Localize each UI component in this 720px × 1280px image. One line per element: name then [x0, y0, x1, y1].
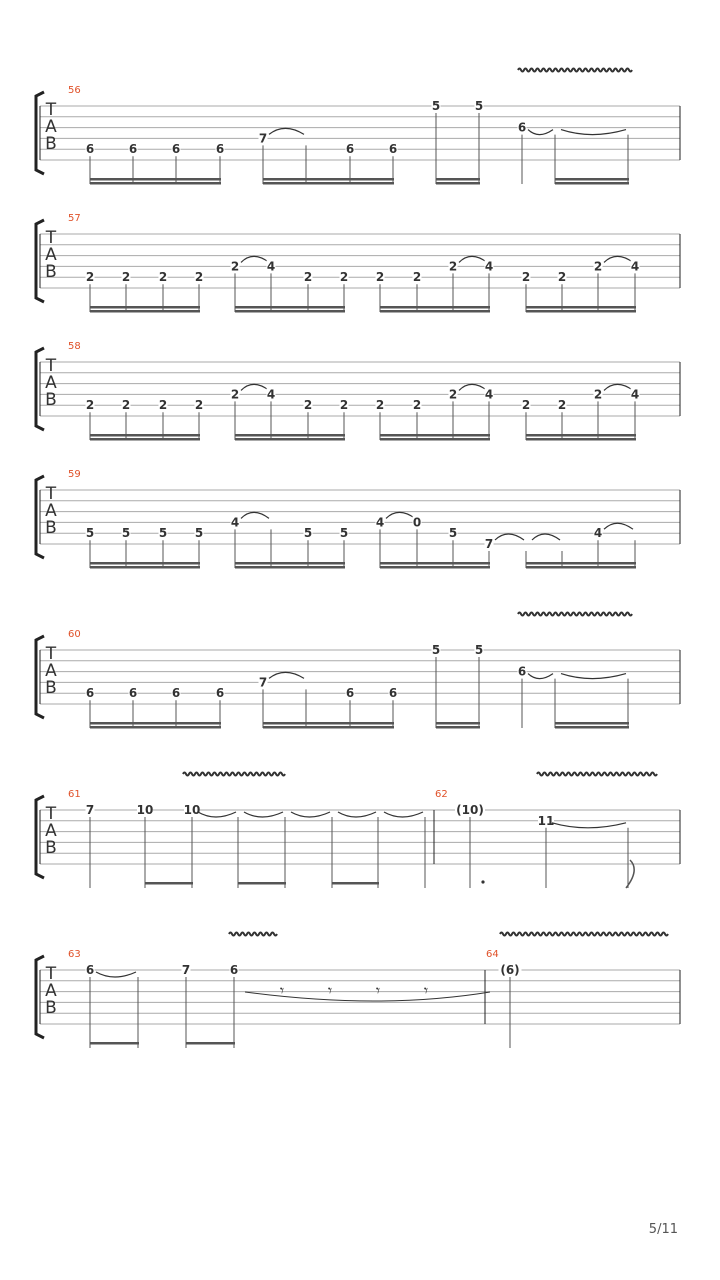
tie-arc — [459, 384, 487, 390]
fret-number: 6 — [215, 686, 225, 701]
fret-number: 6 — [85, 963, 95, 977]
note-beam — [380, 310, 490, 313]
tab-clef-letter: B — [45, 134, 57, 154]
note-beam — [436, 726, 480, 729]
tie-arc — [269, 128, 304, 134]
fret-number: 4 — [484, 259, 494, 274]
vibrato-mark — [500, 933, 668, 936]
note-beam — [235, 310, 345, 313]
fret-number: 11 — [537, 813, 555, 828]
fret-number: (6) — [500, 963, 520, 977]
note-beam — [90, 178, 221, 181]
eighth-rest: 𝄾 — [279, 981, 285, 1000]
tab-clef-letter: T — [45, 964, 57, 984]
note-beam — [526, 306, 636, 309]
tab-system — [36, 469, 680, 569]
fret-number: 6 — [388, 142, 398, 157]
tie-arc — [338, 812, 376, 817]
fret-number: 2 — [375, 270, 385, 285]
vibrato-mark — [518, 69, 632, 72]
fret-number: 2 — [375, 398, 385, 413]
vibrato-mark — [518, 613, 632, 616]
tie-arc — [604, 256, 633, 262]
note-beam — [380, 566, 490, 569]
note-beam — [332, 882, 379, 885]
tie-arc — [241, 512, 269, 518]
note-beam — [145, 882, 193, 885]
tie-arc — [528, 130, 553, 135]
note-beam — [90, 1042, 139, 1045]
note-beam — [186, 1042, 235, 1045]
fret-number: (10) — [456, 803, 484, 817]
note-beam — [90, 434, 200, 437]
note-beam — [263, 182, 394, 185]
fret-number: 4 — [630, 259, 640, 274]
fret-number: 2 — [121, 398, 131, 413]
note-beam — [235, 434, 345, 437]
fret-number: 10 — [136, 803, 154, 817]
fret-number: 4 — [484, 387, 494, 402]
fret-number: 2 — [85, 398, 95, 413]
tie-arc — [604, 523, 633, 529]
fret-number: 2 — [448, 259, 458, 274]
note-beam — [380, 562, 490, 565]
fret-number: 7 — [181, 963, 191, 977]
note-beam — [555, 178, 629, 181]
fret-number: 4 — [230, 515, 240, 530]
fret-number: 7 — [258, 675, 268, 690]
note-beam — [380, 434, 490, 437]
fret-number: 2 — [303, 398, 313, 413]
tab-clef-letter: B — [45, 678, 57, 698]
fret-number: 2 — [85, 270, 95, 285]
tie-arc — [241, 256, 269, 262]
fret-number: 6 — [345, 686, 355, 701]
fret-number: 6 — [171, 142, 181, 157]
fret-number: 2 — [521, 398, 531, 413]
measure-number: 60 — [68, 629, 81, 640]
fret-number: 2 — [121, 270, 131, 285]
fret-number: 2 — [521, 270, 531, 285]
tab-clef-letter: T — [45, 644, 57, 664]
tie-arc — [532, 534, 560, 540]
fret-number: 2 — [557, 270, 567, 285]
fret-number: 2 — [339, 270, 349, 285]
note-beam — [235, 566, 345, 569]
measure-number: 63 — [68, 949, 81, 960]
tab-clef-letter: A — [45, 501, 57, 521]
tie-arc — [244, 812, 283, 817]
note-beam — [526, 438, 636, 441]
fret-number: 5 — [194, 526, 204, 541]
tie-arc — [198, 812, 236, 817]
note-beam — [235, 562, 345, 565]
tab-system — [36, 949, 680, 1048]
note-beam — [526, 310, 636, 313]
note-beam — [555, 722, 629, 725]
fret-number: 4 — [266, 387, 276, 402]
tie-arc — [384, 812, 423, 817]
tab-clef-letter: A — [45, 373, 57, 393]
fret-number: 2 — [412, 270, 422, 285]
note-beam — [90, 566, 200, 569]
fret-number: 7 — [484, 537, 494, 551]
tie-arc — [604, 384, 633, 390]
tab-clef-letter: A — [45, 245, 57, 265]
fret-number: 6 — [128, 686, 138, 701]
measure-number: 56 — [68, 85, 81, 96]
tab-clef-letter: T — [45, 356, 57, 376]
fret-number: 6 — [388, 686, 398, 701]
fret-number: 5 — [448, 526, 458, 541]
note-beam — [436, 178, 480, 181]
measure-number: 62 — [435, 789, 448, 800]
tab-clef-letter: A — [45, 661, 57, 681]
fret-number: 2 — [448, 387, 458, 402]
note-beam — [263, 178, 394, 181]
fret-number: 0 — [412, 515, 422, 530]
fret-number: 4 — [593, 526, 603, 541]
tab-system — [36, 213, 680, 313]
vibrato-mark — [537, 773, 657, 776]
tab-clef-letter: T — [45, 484, 57, 504]
measure-number: 59 — [68, 469, 81, 480]
fret-number: 2 — [158, 398, 168, 413]
measure-number: 64 — [486, 949, 499, 960]
fret-number: 2 — [230, 259, 240, 274]
tie-arc — [241, 384, 269, 390]
note-beam — [238, 882, 286, 885]
tab-system — [36, 629, 680, 729]
note-beam — [436, 182, 480, 185]
fret-number: 2 — [194, 270, 204, 285]
note-beam — [380, 438, 490, 441]
note-beam — [526, 434, 636, 437]
vibrato-mark — [183, 773, 285, 776]
fret-number: 5 — [158, 526, 168, 541]
note-beam — [555, 182, 629, 185]
tab-clef-letter: B — [45, 998, 57, 1018]
tab-clef-letter: B — [45, 838, 57, 858]
fret-number: 7 — [258, 131, 268, 146]
fret-number: 6 — [85, 686, 95, 701]
tab-clef-letter: T — [45, 100, 57, 120]
tab-clef-letter: A — [45, 117, 57, 137]
fret-number: 6 — [171, 686, 181, 701]
fret-number: 6 — [85, 142, 95, 157]
tab-clef-letter: B — [45, 262, 57, 282]
note-beam — [90, 438, 200, 441]
measure-number: 57 — [68, 213, 81, 224]
fret-number: 4 — [375, 515, 385, 530]
note-beam — [436, 722, 480, 725]
note-beam — [235, 306, 345, 309]
fret-number: 5 — [85, 526, 95, 541]
tie-arc — [561, 674, 626, 679]
fret-number: 6 — [128, 142, 138, 157]
tab-clef-letter: B — [45, 390, 57, 410]
page-number: 5/11 — [648, 1222, 678, 1237]
note-beam — [90, 726, 221, 729]
fret-number: 6 — [517, 120, 527, 135]
tab-clef-letter: T — [45, 228, 57, 248]
fret-number: 4 — [266, 259, 276, 274]
measure-number: 58 — [68, 341, 81, 352]
note-beam — [90, 722, 221, 725]
fret-number: 2 — [557, 398, 567, 413]
fret-number: 2 — [412, 398, 422, 413]
tie-arc — [291, 812, 330, 817]
tab-system — [36, 789, 680, 888]
tab-clef-letter: A — [45, 821, 57, 841]
note-beam — [263, 722, 394, 725]
fret-number: 5 — [339, 526, 349, 541]
note-beam — [90, 562, 200, 565]
fret-number: 4 — [630, 387, 640, 402]
fret-number: 7 — [85, 803, 95, 817]
note-beam — [526, 566, 636, 569]
fret-number: 2 — [593, 259, 603, 274]
fret-number: 2 — [303, 270, 313, 285]
fret-number: 6 — [345, 142, 355, 157]
measure-number: 61 — [68, 789, 81, 800]
eighth-rest: 𝄾 — [375, 981, 381, 1000]
note-beam — [555, 726, 629, 729]
tie-arc — [386, 512, 415, 518]
vibrato-mark — [229, 933, 277, 936]
dot — [481, 880, 484, 883]
fret-number: 2 — [339, 398, 349, 413]
fret-number: 5 — [431, 99, 441, 113]
tab-system — [36, 341, 680, 441]
note-beam — [263, 726, 394, 729]
fret-number: 2 — [230, 387, 240, 402]
tie-arc — [552, 823, 626, 828]
fret-number: 5 — [431, 643, 441, 657]
tie-arc — [528, 674, 553, 679]
note-beam — [90, 182, 221, 185]
fret-number: 5 — [121, 526, 131, 541]
fret-number: 6 — [517, 664, 527, 679]
tie-arc — [269, 672, 304, 678]
note-beam — [90, 306, 200, 309]
fret-number: 2 — [194, 398, 204, 413]
eighth-rest: 𝄾 — [327, 981, 333, 1000]
eighth-rest: 𝄾 — [423, 981, 429, 1000]
tab-system — [36, 85, 680, 185]
tie-arc — [495, 534, 524, 540]
fret-number: 10 — [183, 803, 201, 817]
tie-arc — [561, 130, 626, 135]
fret-number: 2 — [593, 387, 603, 402]
fret-number: 6 — [229, 963, 239, 977]
note-beam — [235, 438, 345, 441]
fret-number: 5 — [474, 99, 484, 113]
note-beam — [380, 306, 490, 309]
tie-arc — [96, 972, 136, 977]
note-beam — [526, 562, 636, 565]
tab-clef-letter: T — [45, 804, 57, 824]
fret-number: 5 — [474, 643, 484, 657]
tie-arc — [459, 256, 487, 262]
fret-number: 6 — [215, 142, 225, 157]
fret-number: 5 — [303, 526, 313, 541]
tab-clef-letter: A — [45, 981, 57, 1001]
fret-number: 2 — [158, 270, 168, 285]
note-beam — [90, 310, 200, 313]
tab-clef-letter: B — [45, 518, 57, 538]
